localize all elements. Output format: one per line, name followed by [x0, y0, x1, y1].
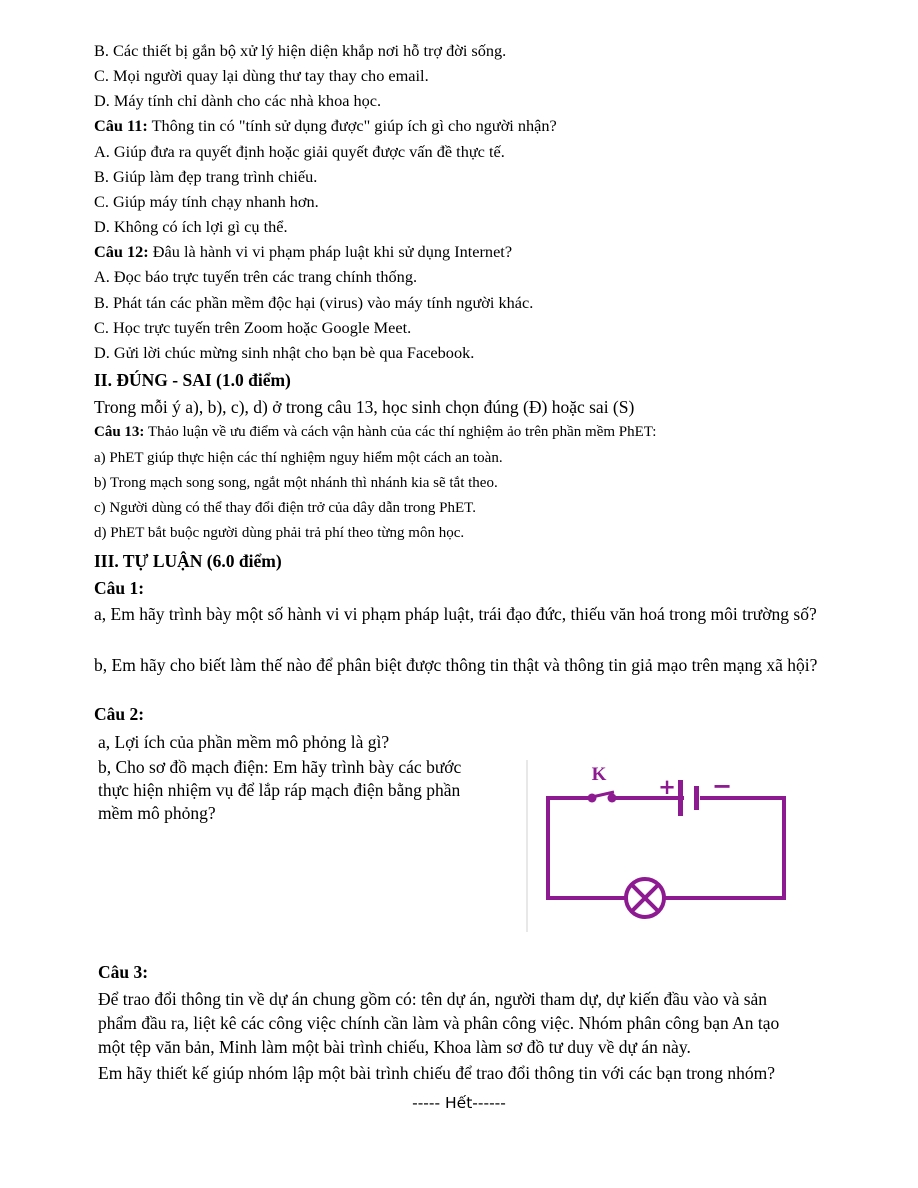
section-2-title-text: II. ĐÚNG - SAI (1.0 điểm)	[94, 370, 291, 390]
end-marker: ----- Hết------	[412, 1094, 506, 1112]
q11-question	[94, 117, 557, 136]
essay3-line1: Để trao đổi thông tin về dự án chung gồm có: tên dự án, người tham dự, dự kiến đầu vào và sản	[98, 989, 768, 1009]
q12-question	[94, 243, 512, 262]
essay1-part-a: a, Em hãy trình bày một số hành vi vi phạm pháp luật, trái đạo đức, thiếu văn hoá trong môi trường số?	[94, 604, 817, 624]
q13-item-c: c) Người dùng có thể thay đổi điện trở của dây dẫn trong PhET.	[94, 500, 476, 516]
wire-left	[548, 798, 626, 898]
q11-option-a: A. Giúp đưa ra quyết định hoặc giải quyết được vấn đề thực tế.	[94, 142, 505, 161]
essay2-part-b-line3: mềm mô phỏng?	[98, 803, 216, 823]
q13-text: Thảo luận về ưu điểm và cách vận hành của các thí nghiệm ảo trên phần mềm PhET:	[144, 424, 657, 440]
battery-short-plate	[694, 786, 699, 810]
battery-plus: +	[658, 775, 676, 799]
q10-option-b: B. Các thiết bị gắn bộ xử lý hiện diện khắp nơi hỗ trợ đời sống.	[94, 41, 507, 60]
essay2-label	[94, 704, 144, 724]
q13-label: Câu 13:	[94, 424, 145, 440]
q13-item-d: d) PhET bắt buộc người dùng phải trả phí theo từng môn học.	[94, 525, 465, 541]
q11-label: Câu 11:	[94, 116, 148, 135]
essay1-label-text: Câu 1:	[94, 578, 145, 598]
battery-minus: −	[711, 772, 733, 800]
switch-contact-right	[608, 794, 617, 803]
q13-item-b: b) Trong mạch song song, ngắt một nhánh thì nhánh kia sẽ tắt theo.	[94, 475, 498, 491]
q11-option-c: C. Giúp máy tính chạy nhanh hơn.	[94, 192, 319, 211]
q13-item-a: a) PhET giúp thực hiện các thí nghiệm nguy hiểm một cách an toàn.	[94, 450, 503, 466]
essay3-line2: phẩm đầu ra, liệt kê các công việc chính cần làm và phân công việc. Nhóm phân công bạn An tạo	[98, 1013, 780, 1033]
essay2-label-text: Câu 2:	[94, 704, 145, 724]
essay3-label-text: Câu 3:	[98, 962, 149, 982]
q10-option-d: D. Máy tính chỉ dành cho các nhà khoa học.	[94, 91, 382, 110]
q11-text: Thông tin có "tính sử dụng được" giúp ích gì cho người nhận?	[147, 116, 557, 135]
q12-option-d: D. Gửi lời chúc mừng sinh nhật cho bạn bè qua Facebook.	[94, 343, 475, 362]
essay3-label	[98, 962, 148, 982]
lamp-icon	[626, 879, 664, 917]
q12-option-c: C. Học trực tuyến trên Zoom hoặc Google Meet.	[94, 318, 412, 337]
q12-label: Câu 12:	[94, 242, 149, 261]
circuit-diagram	[526, 758, 796, 934]
essay3-line4: Em hãy thiết kế giúp nhóm lập một bài trình chiếu để trao đổi thông tin với các bạn trong nhóm?	[98, 1063, 776, 1083]
section-3-title	[94, 551, 282, 571]
q11-option-d: D. Không có ích lợi gì cụ thể.	[94, 217, 288, 236]
switch-label: K	[591, 764, 607, 785]
essay3-line3: một tệp văn bản, Minh làm một bài trình chiếu, Khoa làm sơ đồ tư duy về dự án này.	[98, 1037, 691, 1057]
essay1-part-b: b, Em hãy cho biết làm thế nào để phân biệt được thông tin thật và thông tin giả mạo trên mạng xã hội?	[94, 655, 818, 675]
q13-question	[94, 424, 656, 441]
circuit-wires	[548, 798, 784, 898]
q12-option-a: A. Đọc báo trực tuyến trên các trang chính thống.	[94, 267, 418, 286]
essay1-label	[94, 578, 144, 598]
essay2-part-a: a, Lợi ích của phần mềm mô phỏng là gì?	[98, 732, 390, 752]
section-2-instruction: Trong mỗi ý a), b), c), d) ở trong câu 13, học sinh chọn đúng (Đ) hoặc sai (S)	[94, 397, 635, 417]
section-3-title-text: III. TỰ LUẬN (6.0 điểm)	[94, 551, 282, 571]
essay2-part-b-line2: thực hiện nhiệm vụ để lắp ráp mạch điện bằng phần	[98, 780, 461, 800]
q12-text: Đâu là hành vi vi phạm pháp luật khi sử dụng Internet?	[148, 242, 513, 261]
q11-option-b: B. Giúp làm đẹp trang trình chiếu.	[94, 167, 318, 186]
section-2-title	[94, 370, 291, 390]
battery-long-plate	[678, 780, 683, 816]
q10-option-c: C. Mọi người quay lại dùng thư tay thay cho email.	[94, 66, 429, 85]
q12-option-b: B. Phát tán các phần mềm độc hại (virus) vào máy tính người khác.	[94, 293, 534, 312]
essay2-part-b-line1: b, Cho sơ đồ mạch điện: Em hãy trình bày các bước	[98, 757, 462, 777]
